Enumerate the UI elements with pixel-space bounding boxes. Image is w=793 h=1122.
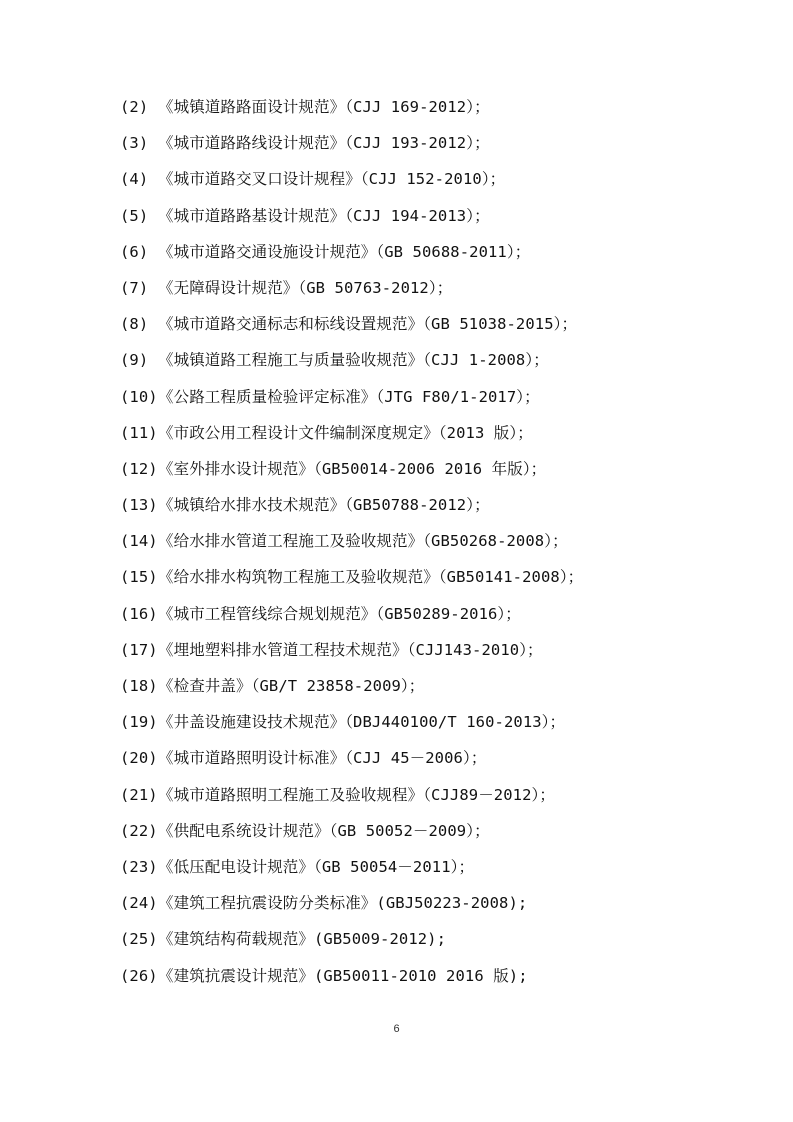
reference-item [120,740,720,776]
reference-number: (12) [120,459,158,478]
reference-number: (25) [120,930,158,949]
reference-number: (3) [120,134,149,153]
reference-number: (11) [120,423,158,442]
reference-number: (8) [120,315,149,334]
reference-text: 《建筑抗震设计规范》(GB50011-2010 2016 版); [158,966,528,985]
reference-number: (20) [120,749,158,768]
reference-number: (14) [120,532,158,551]
reference-item [120,342,720,378]
reference-text: 《城市道路交通设施设计规范》（GB 50688-2011）； [158,242,531,261]
reference-item [120,523,720,559]
reference-number: (19) [120,713,158,732]
reference-item [120,451,720,487]
reference-number: (7) [120,278,149,297]
reference-number: (18) [120,677,158,695]
reference-text: 《低压配电设计规范》（GB 50054－2011）； [158,857,475,876]
reference-item [120,632,720,668]
reference-item [120,596,720,632]
reference-number: (9) [120,351,149,370]
reference-text: 《城镇道路路面设计规范》（CJJ 169-2012）； [158,98,490,116]
reference-text: 《室外排水设计规范》（GB50014-2006 2016 年版）； [158,459,547,478]
reference-text: 《城市道路照明工程施工及验收规程》（CJJ89－2012）； [158,785,555,804]
reference-number: (2) [120,98,149,116]
reference-item [120,415,720,451]
reference-text: 《城市道路交通标志和标线设置规范》（GB 51038-2015）； [158,315,578,334]
reference-text: 《城市工程管线综合规划规范》（GB50289-2016）； [158,604,521,623]
reference-number: (16) [120,604,158,623]
reference-number: (26) [120,966,158,985]
reference-number: (10) [120,387,158,406]
reference-item [120,379,720,415]
reference-item [120,813,720,849]
reference-item [120,89,720,125]
reference-number: (5) [120,206,149,225]
reference-text: 《给水排水构筑物工程施工及验收规范》（GB50141-2008）； [158,568,584,587]
reference-item [120,921,720,957]
reference-number: (6) [120,242,149,261]
reference-item [120,777,720,813]
reference-text: 《建筑结构荷载规范》(GB5009-2012); [158,930,447,949]
reference-text: 《井盖设施建设技术规范》（DBJ440100/T 160-2013）； [158,713,566,732]
reference-text: 《公路工程质量检验评定标准》（JTG F80/1-2017）； [158,387,540,406]
reference-text: 《给水排水管道工程施工及验收规范》（GB50268-2008）； [158,532,568,551]
reference-text: 《无障碍设计规范》（GB 50763-2012）； [158,278,453,297]
reference-number: (15) [120,568,158,587]
reference-text: 《城市道路路线设计规范》（CJJ 193-2012）； [158,134,490,153]
reference-number: (17) [120,640,158,659]
reference-text: 《城市道路路基设计规范》（CJJ 194-2013）； [158,206,490,225]
reference-number: (24) [120,894,158,913]
reference-item [120,487,720,523]
reference-item [120,559,720,595]
reference-text: 《城市道路交叉口设计规程》（CJJ 152-2010）； [158,170,506,189]
reference-text: 《建筑工程抗震设防分类标准》(GBJ50223-2008); [158,894,528,913]
reference-item [120,849,720,885]
reference-item [120,125,720,161]
reference-text: 《检查井盖》（GB/T 23858-2009）； [158,677,425,695]
reference-number: (22) [120,821,158,840]
reference-item [120,306,720,342]
reference-text: 《埋地塑料排水管道工程技术规范》（CJJ143-2010）； [158,640,543,659]
reference-number: (23) [120,857,158,876]
reference-text: 《城市道路照明设计标准》（CJJ 45－2006）； [158,749,487,768]
reference-text: 《城镇道路工程施工与质量验收规范》（CJJ 1-2008）； [158,351,549,370]
reference-item [120,958,720,994]
reference-item [120,270,720,306]
reference-item [120,161,720,197]
reference-number: (13) [120,496,158,515]
reference-number: (21) [120,785,158,804]
reference-item [120,668,720,704]
reference-number: (4) [120,170,149,189]
reference-list [120,89,720,994]
reference-text: 《供配电系统设计规范》（GB 50052－2009）； [158,821,490,840]
reference-item [120,198,720,234]
page-number: 6 [393,1023,400,1035]
reference-text: 《市政公用工程设计文件编制深度规定》（2013 版）； [158,423,533,442]
reference-item [120,885,720,921]
reference-item [120,234,720,270]
reference-item [120,704,720,740]
reference-text: 《城镇给水排水技术规范》（GB50788-2012）； [158,496,490,515]
